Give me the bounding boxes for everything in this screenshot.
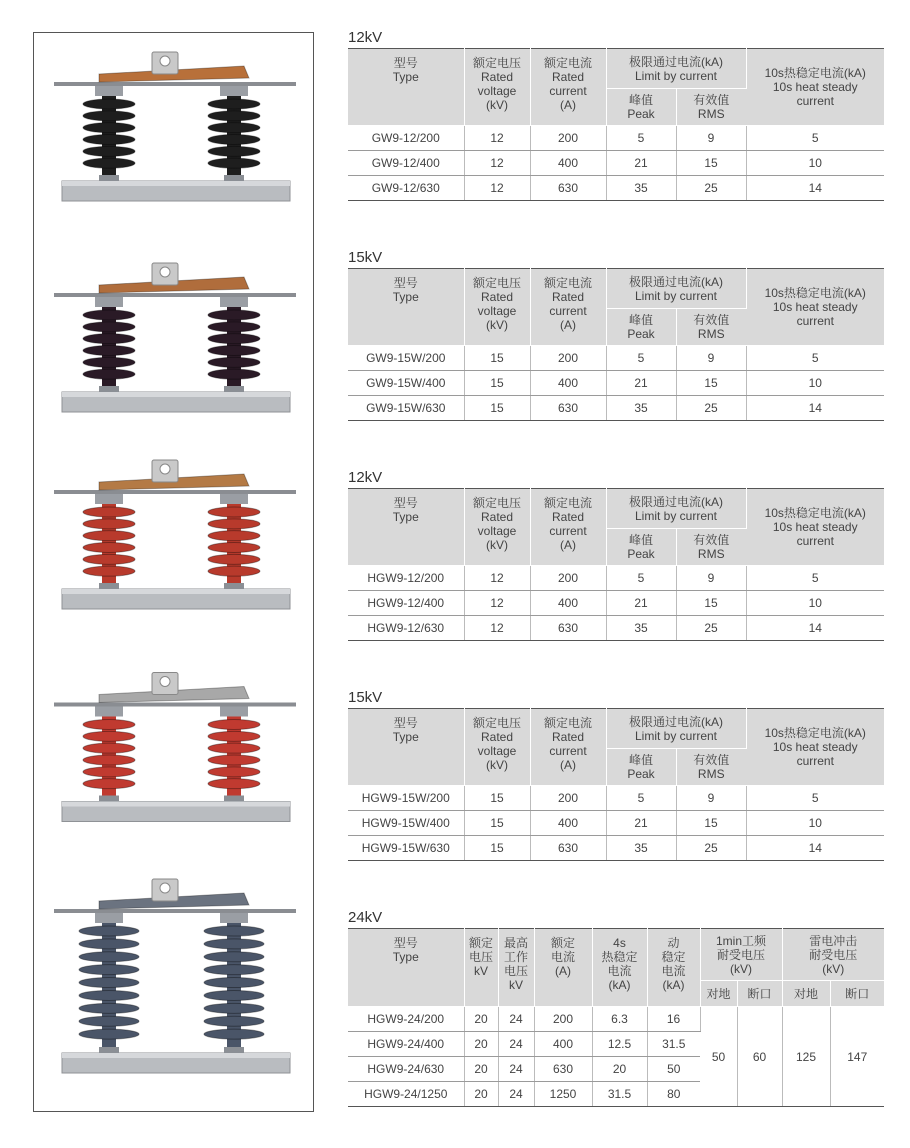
header-text: 有效值: [693, 93, 730, 107]
table-cell: 200: [530, 126, 606, 151]
header-text: Peak: [627, 107, 655, 121]
header-rated-voltage: 额定 电压 kV: [464, 929, 498, 1007]
header-type: [348, 269, 464, 346]
header-text: (kV): [486, 98, 508, 112]
header-lightning-withstand: 雷电冲击 耐受电压 (kV): [782, 929, 884, 981]
table-cell: 12: [464, 151, 530, 176]
header-text: 额定电流: [543, 56, 592, 70]
table-cell: HGW9-24/200: [348, 1007, 464, 1032]
table-cell: 25: [676, 616, 746, 641]
table-cell: 200: [530, 786, 606, 811]
header-text: 10s heat steady: [772, 80, 858, 94]
header-text: Limit by current: [634, 288, 718, 303]
table-cell: 630: [530, 836, 606, 861]
header-text: (A): [560, 98, 576, 112]
header-text: 型号: [393, 716, 418, 730]
spec-table: [348, 268, 884, 421]
table-cell: 15: [464, 346, 530, 371]
header-text: Rated: [480, 70, 514, 84]
spec-table: [348, 708, 884, 861]
table-cell: 15: [464, 396, 530, 421]
table-cell: HGW9-24/1250: [348, 1082, 464, 1107]
header-text: (kV): [486, 758, 508, 772]
table-cell: 200: [530, 346, 606, 371]
header-rated-current: [530, 49, 606, 126]
table-row: [348, 811, 884, 836]
header-text: 极限通过电流(kA): [629, 494, 723, 509]
header-text: current: [796, 94, 834, 108]
table-cell: 10: [746, 811, 884, 836]
section-title: 12kV: [348, 29, 383, 46]
header-text: 峰值: [628, 533, 653, 547]
spec-section: [348, 28, 884, 201]
table-cell: GW9-15W/400: [348, 371, 464, 396]
header-rated-voltage: [464, 49, 530, 126]
table-cell: HGW9-12/400: [348, 591, 464, 616]
table-row: [348, 176, 884, 201]
table-cell: 15: [464, 786, 530, 811]
header-text: Rated: [480, 730, 514, 744]
header-ground: 对地: [782, 981, 830, 1007]
header-rated-voltage: [464, 269, 530, 346]
header-text: current: [796, 314, 834, 328]
header-text: voltage: [477, 304, 517, 318]
header-text: 峰值: [628, 313, 653, 327]
spec-table: [348, 48, 884, 201]
header-1min-withstand: 1min工频 耐受电压 (kV): [700, 929, 782, 981]
header-text: 型号: [393, 56, 418, 70]
header-text: Limit by current: [634, 68, 718, 83]
table-cell: 14: [746, 396, 884, 421]
header-text: current: [796, 534, 834, 548]
header-text: Rated: [551, 290, 585, 304]
header-text: 额定电流: [543, 496, 592, 510]
table-cell: 12: [464, 176, 530, 201]
table-cell: 25: [676, 836, 746, 861]
header-type: [348, 489, 464, 566]
merged-withstand-cell: 147: [830, 1007, 884, 1107]
header-text: current: [549, 744, 587, 758]
table-cell: 12.5: [592, 1032, 647, 1057]
table-cell: 10: [746, 591, 884, 616]
table-cell: 9: [676, 566, 746, 591]
table-cell: 15: [676, 371, 746, 396]
header-heat-steady: [746, 489, 884, 566]
table-cell: 21: [606, 371, 676, 396]
header-peak: [606, 749, 676, 786]
table-cell: GW9-12/630: [348, 176, 464, 201]
header-rated-current: [530, 269, 606, 346]
table-cell: 400: [530, 811, 606, 836]
header-text: RMS: [697, 767, 725, 781]
merged-withstand-cell: 50: [700, 1007, 737, 1107]
header-4s-heat-current: 4s 热稳定 电流 (kA): [592, 929, 647, 1007]
table-cell: 200: [534, 1007, 592, 1032]
spec-section-24kv: [348, 908, 884, 1107]
table-cell: 14: [746, 616, 884, 641]
table-cell: 9: [676, 786, 746, 811]
table-cell: 14: [746, 176, 884, 201]
table-cell: 9: [676, 346, 746, 371]
header-text: RMS: [697, 547, 725, 561]
header-text: current: [549, 84, 587, 98]
header-text: 峰值: [628, 753, 653, 767]
header-text: voltage: [477, 524, 517, 538]
table-cell: 21: [606, 591, 676, 616]
header-break: 断口: [830, 981, 884, 1007]
header-text: 额定电压: [472, 56, 521, 70]
table-cell: 15: [676, 811, 746, 836]
table-cell: 20: [592, 1057, 647, 1082]
table-cell: 21: [606, 151, 676, 176]
header-text: Type: [392, 70, 419, 84]
table-cell: 16: [647, 1007, 700, 1032]
header-rated-voltage: [464, 489, 530, 566]
table-cell: 15: [464, 371, 530, 396]
table-cell: 15: [676, 151, 746, 176]
header-text: 10s热稳定电流(kA): [764, 286, 866, 300]
header-limit-current: [606, 269, 746, 309]
table-cell: 14: [746, 836, 884, 861]
table-row: [348, 616, 884, 641]
section-title: 15kV: [348, 249, 383, 266]
table-cell: GW9-12/200: [348, 126, 464, 151]
table-cell: 31.5: [647, 1032, 700, 1057]
table-cell: 24: [498, 1082, 534, 1107]
table-row: [348, 786, 884, 811]
table-cell: 10: [746, 151, 884, 176]
table-cell: 24: [498, 1057, 534, 1082]
table-cell: 6.3: [592, 1007, 647, 1032]
header-text: Rated: [480, 510, 514, 524]
table-row: [348, 371, 884, 396]
table-cell: 400: [530, 591, 606, 616]
table-cell: 80: [647, 1082, 700, 1107]
table-cell: 24: [498, 1032, 534, 1057]
header-text: Type: [392, 510, 419, 524]
table-cell: HGW9-24/400: [348, 1032, 464, 1057]
switch-photo-4: [44, 668, 306, 833]
table-cell: HGW9-15W/630: [348, 836, 464, 861]
section-title: 15kV: [348, 689, 383, 706]
table-row: [348, 591, 884, 616]
table-cell: 400: [530, 371, 606, 396]
header-text: (A): [560, 758, 576, 772]
header-max-voltage: 最高 工作 电压 kV: [498, 929, 534, 1007]
table-cell: 21: [606, 811, 676, 836]
merged-withstand-cell: 125: [782, 1007, 830, 1107]
table-cell: 35: [606, 396, 676, 421]
table-cell: 5: [746, 126, 884, 151]
header-heat-steady: [746, 49, 884, 126]
header-text: Rated: [480, 290, 514, 304]
table-cell: 200: [530, 566, 606, 591]
header-text: 极限通过电流(kA): [629, 54, 723, 69]
header-text: 额定电流: [543, 276, 592, 290]
table-cell: 630: [530, 176, 606, 201]
table-cell: 12: [464, 591, 530, 616]
header-text: Peak: [627, 547, 655, 561]
header-dynamic-current: 动 稳定 电流 (kA): [647, 929, 700, 1007]
table-cell: 630: [530, 616, 606, 641]
header-rms: [676, 89, 746, 126]
header-text: (kV): [486, 318, 508, 332]
switch-photo-1: [44, 51, 306, 209]
header-text: RMS: [697, 327, 725, 341]
table-cell: 630: [530, 396, 606, 421]
table-cell: 9: [676, 126, 746, 151]
spec-section: [348, 688, 884, 861]
table-row: [348, 126, 884, 151]
table-cell: 400: [534, 1032, 592, 1057]
table-cell: 5: [746, 566, 884, 591]
switch-photo-5: [44, 858, 306, 1088]
table-cell: 35: [606, 616, 676, 641]
header-text: 有效值: [693, 753, 730, 767]
merged-withstand-cell: 60: [737, 1007, 782, 1107]
table-row: [348, 836, 884, 861]
table-cell: 25: [676, 396, 746, 421]
header-peak: [606, 529, 676, 566]
header-text: 10s热稳定电流(kA): [764, 726, 866, 740]
table-row: [348, 566, 884, 591]
header-text: 额定电压: [472, 716, 521, 730]
table-cell: 15: [464, 811, 530, 836]
table-cell: 15: [464, 836, 530, 861]
header-text: Peak: [627, 327, 655, 341]
header-text: current: [549, 524, 587, 538]
header-heat-steady: [746, 269, 884, 346]
header-text: 额定电压: [472, 276, 521, 290]
header-text: 型号: [393, 276, 418, 290]
header-text: 极限通过电流(kA): [629, 274, 723, 289]
header-text: RMS: [697, 107, 725, 121]
switch-photo-3: [44, 458, 306, 618]
header-text: 有效值: [693, 533, 730, 547]
header-type: [348, 49, 464, 126]
table-cell: 15: [676, 591, 746, 616]
header-text: current: [549, 304, 587, 318]
header-text: 有效值: [693, 313, 730, 327]
table-cell: 12: [464, 566, 530, 591]
product-photo-panel: [33, 32, 314, 1112]
header-text: Rated: [551, 730, 585, 744]
header-rms: [676, 309, 746, 346]
header-text: 极限通过电流(kA): [629, 714, 723, 729]
header-text: 型号: [393, 496, 418, 510]
table-cell: GW9-15W/200: [348, 346, 464, 371]
table-cell: 1250: [534, 1082, 592, 1107]
table-cell: 20: [464, 1057, 498, 1082]
header-text: Rated: [551, 510, 585, 524]
spec-table-24kv: [348, 928, 884, 1107]
header-text: 10s heat steady: [772, 300, 858, 314]
header-peak: [606, 309, 676, 346]
header-limit-current: [606, 49, 746, 89]
spec-table: [348, 488, 884, 641]
header-limit-current: [606, 489, 746, 529]
header-text: Peak: [627, 767, 655, 781]
table-cell: HGW9-15W/200: [348, 786, 464, 811]
table-cell: 12: [464, 616, 530, 641]
section-title: 12kV: [348, 469, 383, 486]
header-type: [348, 709, 464, 786]
table-cell: 35: [606, 176, 676, 201]
header-text: Rated: [551, 70, 585, 84]
table-cell: 5: [606, 786, 676, 811]
header-type: 型号 Type: [348, 929, 464, 1007]
table-cell: HGW9-12/200: [348, 566, 464, 591]
spec-section: [348, 468, 884, 641]
switch-photo-2: [44, 261, 306, 421]
header-peak: [606, 89, 676, 126]
header-ground: 对地: [700, 981, 737, 1007]
table-cell: 25: [676, 176, 746, 201]
table-cell: 5: [746, 786, 884, 811]
table-cell: 24: [498, 1007, 534, 1032]
table-cell: HGW9-24/630: [348, 1057, 464, 1082]
header-text: 10s热稳定电流(kA): [764, 506, 866, 520]
header-text: 10s heat steady: [772, 740, 858, 754]
table-row: [348, 346, 884, 371]
table-cell: 5: [746, 346, 884, 371]
header-rms: [676, 529, 746, 566]
table-cell: 20: [464, 1082, 498, 1107]
header-limit-current: [606, 709, 746, 749]
table-cell: 50: [647, 1057, 700, 1082]
table-cell: 5: [606, 566, 676, 591]
table-cell: 10: [746, 371, 884, 396]
table-row: [348, 396, 884, 421]
header-text: (kV): [486, 538, 508, 552]
table-cell: 400: [530, 151, 606, 176]
table-row: [348, 1007, 884, 1032]
header-rated-current: 额定 电流 (A): [534, 929, 592, 1007]
header-rms: [676, 749, 746, 786]
table-cell: GW9-15W/630: [348, 396, 464, 421]
header-text: voltage: [477, 84, 517, 98]
table-cell: 35: [606, 836, 676, 861]
header-text: Limit by current: [634, 728, 718, 743]
table-cell: GW9-12/400: [348, 151, 464, 176]
table-cell: 630: [534, 1057, 592, 1082]
table-cell: 20: [464, 1007, 498, 1032]
header-text: (A): [560, 318, 576, 332]
table-cell: 20: [464, 1032, 498, 1057]
header-heat-steady: [746, 709, 884, 786]
table-cell: HGW9-12/630: [348, 616, 464, 641]
header-rated-voltage: [464, 709, 530, 786]
header-text: Type: [392, 290, 419, 304]
header-rated-current: [530, 489, 606, 566]
header-text: current: [796, 754, 834, 768]
header-text: (A): [560, 538, 576, 552]
header-rated-current: [530, 709, 606, 786]
table-row: [348, 151, 884, 176]
header-text: voltage: [477, 744, 517, 758]
spec-section: [348, 248, 884, 421]
header-text: 额定电压: [472, 496, 521, 510]
header-text: Limit by current: [634, 508, 718, 523]
header-break: 断口: [737, 981, 782, 1007]
table-cell: 12: [464, 126, 530, 151]
header-text: Type: [392, 730, 419, 744]
table-cell: 5: [606, 126, 676, 151]
table-cell: 31.5: [592, 1082, 647, 1107]
header-text: 10s heat steady: [772, 520, 858, 534]
section-title: 24kV: [348, 909, 383, 926]
header-text: 额定电流: [543, 716, 592, 730]
header-text: 10s热稳定电流(kA): [764, 66, 866, 80]
table-cell: HGW9-15W/400: [348, 811, 464, 836]
table-cell: 5: [606, 346, 676, 371]
header-text: 峰值: [628, 93, 653, 107]
